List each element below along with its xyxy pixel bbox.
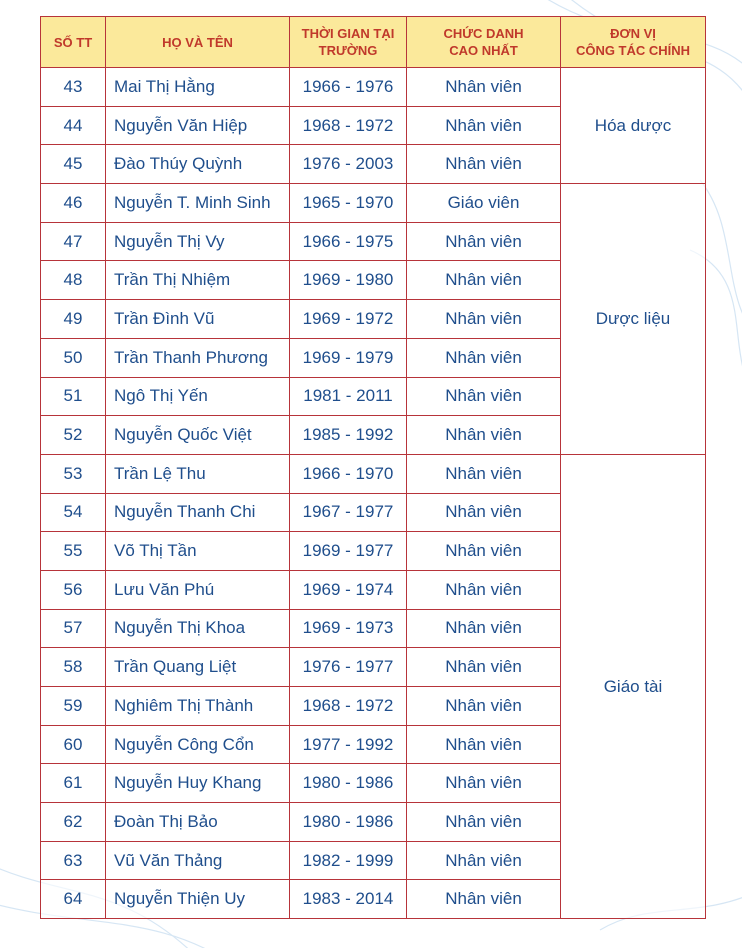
cell-period: 1966 - 1970 [290, 454, 407, 493]
table-header-row [41, 17, 706, 68]
cell-unit: Hóa dược [561, 68, 706, 184]
cell-name: Nguyễn Công Cổn [106, 725, 290, 764]
cell-period: 1980 - 1986 [290, 764, 407, 803]
cell-name: Ngô Thị Yến [106, 377, 290, 416]
cell-title: Nhân viên [407, 648, 561, 687]
cell-name: Nghiêm Thị Thành [106, 687, 290, 726]
header-period-line1: THỜI GIAN TẠI [301, 26, 395, 41]
cell-period: 1968 - 1972 [290, 687, 407, 726]
cell-stt: 59 [41, 687, 106, 726]
table-body [41, 68, 706, 919]
cell-title: Nhân viên [407, 222, 561, 261]
cell-name: Trần Thị Nhiệm [106, 261, 290, 300]
cell-name: Nguyễn Thị Vy [106, 222, 290, 261]
cell-period: 1969 - 1977 [290, 532, 407, 571]
cell-stt: 60 [41, 725, 106, 764]
cell-name: Nguyễn Quốc Việt [106, 416, 290, 455]
cell-title: Nhân viên [407, 106, 561, 145]
header-title [407, 17, 561, 68]
cell-unit: Dược liệu [561, 184, 706, 455]
cell-name: Trần Đình Vũ [106, 300, 290, 339]
table-row [41, 454, 706, 493]
cell-period: 1985 - 1992 [290, 416, 407, 455]
cell-period: 1982 - 1999 [290, 841, 407, 880]
cell-stt: 49 [41, 300, 106, 339]
cell-title: Nhân viên [407, 532, 561, 571]
cell-title: Nhân viên [407, 454, 561, 493]
cell-name: Võ Thị Tần [106, 532, 290, 571]
cell-period: 1976 - 1977 [290, 648, 407, 687]
cell-stt: 52 [41, 416, 106, 455]
cell-period: 1969 - 1972 [290, 300, 407, 339]
cell-title: Nhân viên [407, 841, 561, 880]
cell-stt: 46 [41, 184, 106, 223]
cell-name: Đào Thúy Quỳnh [106, 145, 290, 184]
cell-stt: 50 [41, 338, 106, 377]
cell-stt: 54 [41, 493, 106, 532]
cell-stt: 55 [41, 532, 106, 571]
header-unit-line1: ĐƠN VỊ [610, 26, 656, 41]
header-unit-line2: CÔNG TÁC CHÍNH [575, 43, 691, 58]
cell-title: Nhân viên [407, 803, 561, 842]
cell-period: 1969 - 1979 [290, 338, 407, 377]
cell-name: Trần Thanh Phương [106, 338, 290, 377]
header-unit [561, 17, 706, 68]
header-title-line1: CHỨC DANH [443, 26, 524, 41]
table-row [41, 68, 706, 107]
cell-name: Lưu Văn Phú [106, 570, 290, 609]
cell-stt: 61 [41, 764, 106, 803]
cell-stt: 48 [41, 261, 106, 300]
cell-name: Mai Thị Hằng [106, 68, 290, 107]
cell-title: Nhân viên [407, 416, 561, 455]
cell-title: Nhân viên [407, 493, 561, 532]
cell-name: Trần Lệ Thu [106, 454, 290, 493]
header-name: HỌ VÀ TÊN [106, 17, 290, 68]
cell-name: Nguyễn Văn Hiệp [106, 106, 290, 145]
cell-stt: 56 [41, 570, 106, 609]
cell-stt: 62 [41, 803, 106, 842]
cell-period: 1969 - 1974 [290, 570, 407, 609]
cell-name: Nguyễn T. Minh Sinh [106, 184, 290, 223]
header-period-line2: TRƯỜNG [318, 43, 378, 58]
header-stt: SỐ TT [41, 17, 106, 68]
cell-stt: 63 [41, 841, 106, 880]
cell-title: Nhân viên [407, 300, 561, 339]
cell-name: Đoàn Thị Bảo [106, 803, 290, 842]
cell-period: 1969 - 1973 [290, 609, 407, 648]
cell-name: Nguyễn Thị Khoa [106, 609, 290, 648]
cell-period: 1981 - 2011 [290, 377, 407, 416]
cell-title: Nhân viên [407, 764, 561, 803]
cell-period: 1983 - 2014 [290, 880, 407, 919]
header-title-line2: CAO NHẤT [449, 43, 518, 58]
cell-name: Nguyễn Thanh Chi [106, 493, 290, 532]
cell-title: Nhân viên [407, 145, 561, 184]
cell-stt: 44 [41, 106, 106, 145]
cell-title: Giáo viên [407, 184, 561, 223]
cell-name: Trần Quang Liệt [106, 648, 290, 687]
cell-period: 1969 - 1980 [290, 261, 407, 300]
cell-stt: 51 [41, 377, 106, 416]
cell-stt: 43 [41, 68, 106, 107]
cell-stt: 58 [41, 648, 106, 687]
cell-unit: Giáo tài [561, 454, 706, 918]
cell-stt: 47 [41, 222, 106, 261]
cell-name: Vũ Văn Thảng [106, 841, 290, 880]
cell-title: Nhân viên [407, 880, 561, 919]
staff-table [40, 16, 706, 919]
cell-period: 1968 - 1972 [290, 106, 407, 145]
cell-period: 1967 - 1977 [290, 493, 407, 532]
cell-period: 1980 - 1986 [290, 803, 407, 842]
cell-title: Nhân viên [407, 570, 561, 609]
cell-period: 1966 - 1976 [290, 68, 407, 107]
cell-title: Nhân viên [407, 725, 561, 764]
cell-stt: 45 [41, 145, 106, 184]
table-row [41, 184, 706, 223]
cell-title: Nhân viên [407, 687, 561, 726]
cell-period: 1977 - 1992 [290, 725, 407, 764]
cell-period: 1966 - 1975 [290, 222, 407, 261]
cell-title: Nhân viên [407, 338, 561, 377]
cell-period: 1976 - 2003 [290, 145, 407, 184]
cell-title: Nhân viên [407, 261, 561, 300]
cell-title: Nhân viên [407, 377, 561, 416]
cell-name: Nguyễn Thiện Uy [106, 880, 290, 919]
cell-stt: 64 [41, 880, 106, 919]
cell-title: Nhân viên [407, 68, 561, 107]
cell-period: 1965 - 1970 [290, 184, 407, 223]
cell-name: Nguyễn Huy Khang [106, 764, 290, 803]
cell-stt: 57 [41, 609, 106, 648]
cell-title: Nhân viên [407, 609, 561, 648]
header-period [290, 17, 407, 68]
cell-stt: 53 [41, 454, 106, 493]
